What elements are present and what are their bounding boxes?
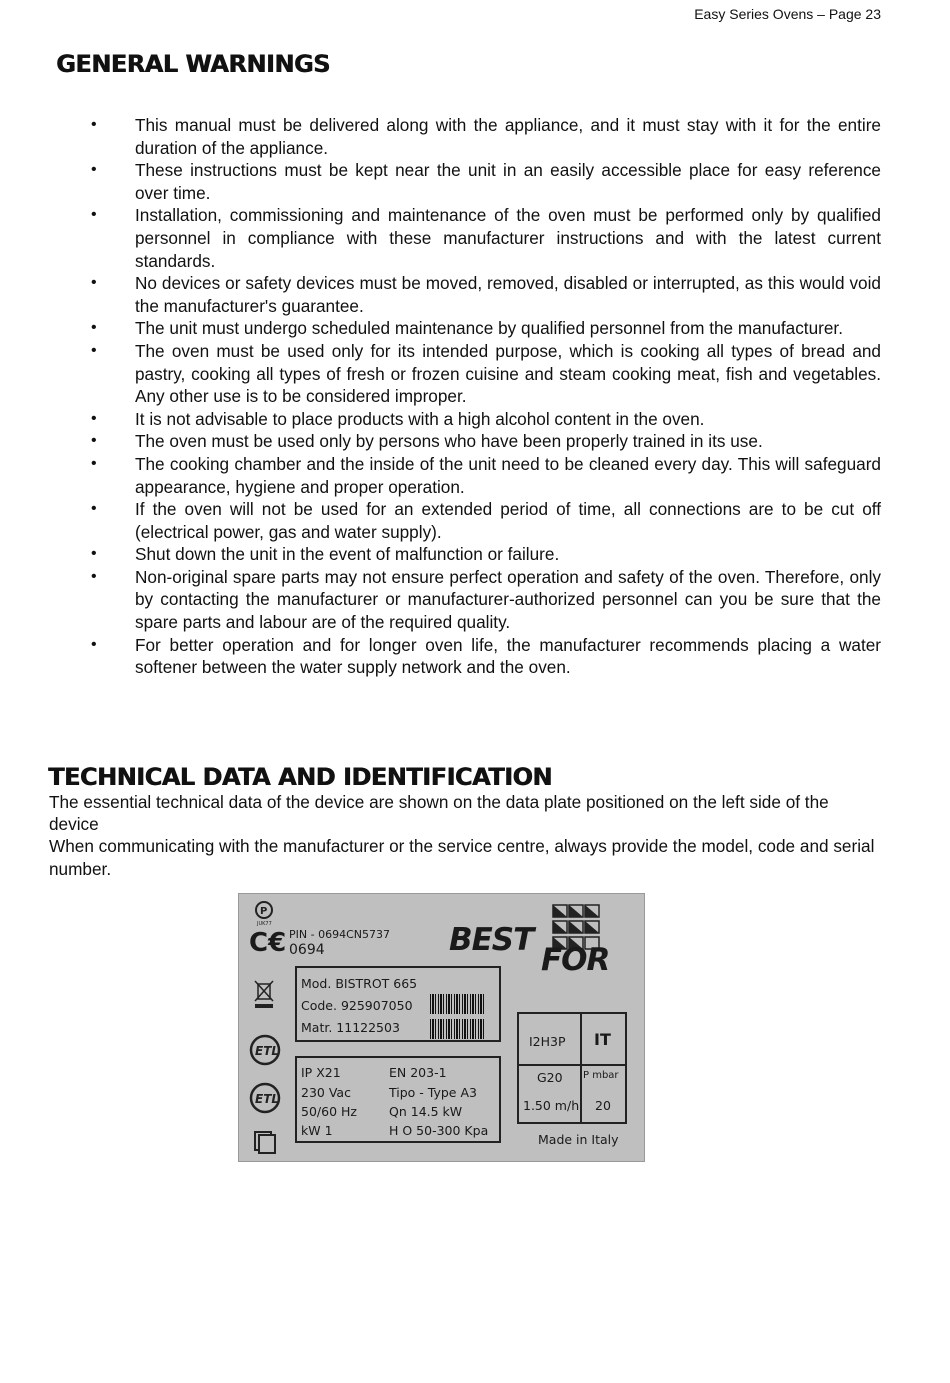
brand-logo-best: BEST [449,922,534,958]
manual-book-icon [253,1130,279,1154]
warning-item: • For better operation and for longer oven life, the manufacturer recommends placing a water softener between the water supply network and the oven. [0,634,950,679]
brand-logo-for: FOR [541,942,610,978]
warning-item: • The unit must undergo scheduled maintenance by qualified personnel from the manufacturer. [0,317,950,340]
made-in-label: Made in Italy [538,1132,619,1147]
power-kw: kW 1 [301,1123,333,1138]
model-code: Code. 925907050 [301,998,413,1013]
warning-item: • The cooking chamber and the inside of the unit need to be cleaned every day. This will safeguard appearance, hygiene and proper operation. [0,453,950,498]
gas-flow: 1.50 m/h [523,1098,580,1113]
warning-item: • It is not advisable to place products with a high alcohol content in the oven. [0,408,950,431]
warning-item: • This manual must be delivered along with the appliance, and it must stay with it for the entire duration of the appliance. [0,114,950,159]
ip-rating: IP X21 [301,1065,341,1080]
model-name: Mod. BISTROT 665 [301,976,418,991]
technical-paragraph-1: The essential technical data of the device are shown on the data plate positioned on the left side of the device [49,792,829,835]
etl-sanitation-mark-icon [249,1082,281,1114]
serial-number: Matr. 11122503 [301,1020,400,1035]
etl-mark-icon [249,1034,281,1066]
gas-box-divider-h [517,1064,627,1066]
svg-text:ETL: ETL [255,1044,280,1058]
general-warnings-title: GENERAL WARNINGS [56,50,330,78]
warning-item: • The oven must be used only for its intended purpose, which is cooking all types of bread and pastry, cooking all types of fresh or frozen cuisine and steam cooking meat, fish and vegetables. Any other use is to be considered improper. [0,340,950,408]
serial-barcode [430,1019,484,1039]
technical-data-title: TECHNICAL DATA AND IDENTIFICATION [48,763,552,791]
technical-paragraph-2: When communicating with the manufacturer or the service centre, always provide the model, code and serial number. [49,836,875,879]
svg-text:P: P [260,906,268,917]
technical-intro [49,791,881,880]
data-plate [238,893,645,1162]
appliance-type: Tipo - Type A3 [389,1085,477,1100]
standard: EN 203-1 [389,1065,447,1080]
svg-text:ETL: ETL [255,1092,280,1106]
heat-input: Qn 14.5 kW [389,1104,463,1119]
country-code: IT [594,1030,611,1049]
water-pressure: H O 50-300 Kpa [389,1123,489,1138]
pin-number: PIN - 0694CN5737 [289,928,390,941]
weee-bin-icon [253,978,275,1010]
warning-item: • No devices or safety devices must be moved, removed, disabled or interrupted, as this would void the manufacturer's guarantee. [0,272,950,317]
code-barcode [430,994,484,1014]
page-header: Easy Series Ovens – Page 23 [694,6,881,22]
gas-category: I2H3P [529,1034,566,1049]
warning-item: • These instructions must be kept near the unit in an easily accessible place for easy reference over time. [0,159,950,204]
gas-type: G20 [537,1070,563,1085]
warning-item: • If the oven will not be used for an extended period of time, all connections are to be cut off (electrical power, gas and water supply). [0,498,950,543]
ce-mark-icon: C€ [249,928,287,958]
pressure-value: 20 [595,1098,611,1113]
warning-item: • Shut down the unit in the event of malfunction or failure. [0,543,950,566]
gas-box-divider-v [580,1012,582,1124]
gas-approval-icon [253,900,279,926]
svg-text:JUK77: JUK77 [257,921,272,926]
voltage: 230 Vac [301,1085,351,1100]
pressure-label: P mbar [583,1070,619,1081]
warning-item: • Non-original spare parts may not ensure perfect operation and safety of the oven. Therefore, only by contacting the manufacturer or manufacturer-authorized personnel can you be sure that the spare parts and labour are of the required quality. [0,566,950,634]
ce-number: 0694 [289,942,325,958]
warning-item: • The oven must be used only by persons who have been properly trained in its use. [0,430,950,453]
warning-item: • Installation, commissioning and maintenance of the oven must be performed only by qualified personnel in compliance with these manufacturer instructions and with the latest current standards. [0,204,950,272]
frequency: 50/60 Hz [301,1104,357,1119]
warnings-list [0,114,950,679]
